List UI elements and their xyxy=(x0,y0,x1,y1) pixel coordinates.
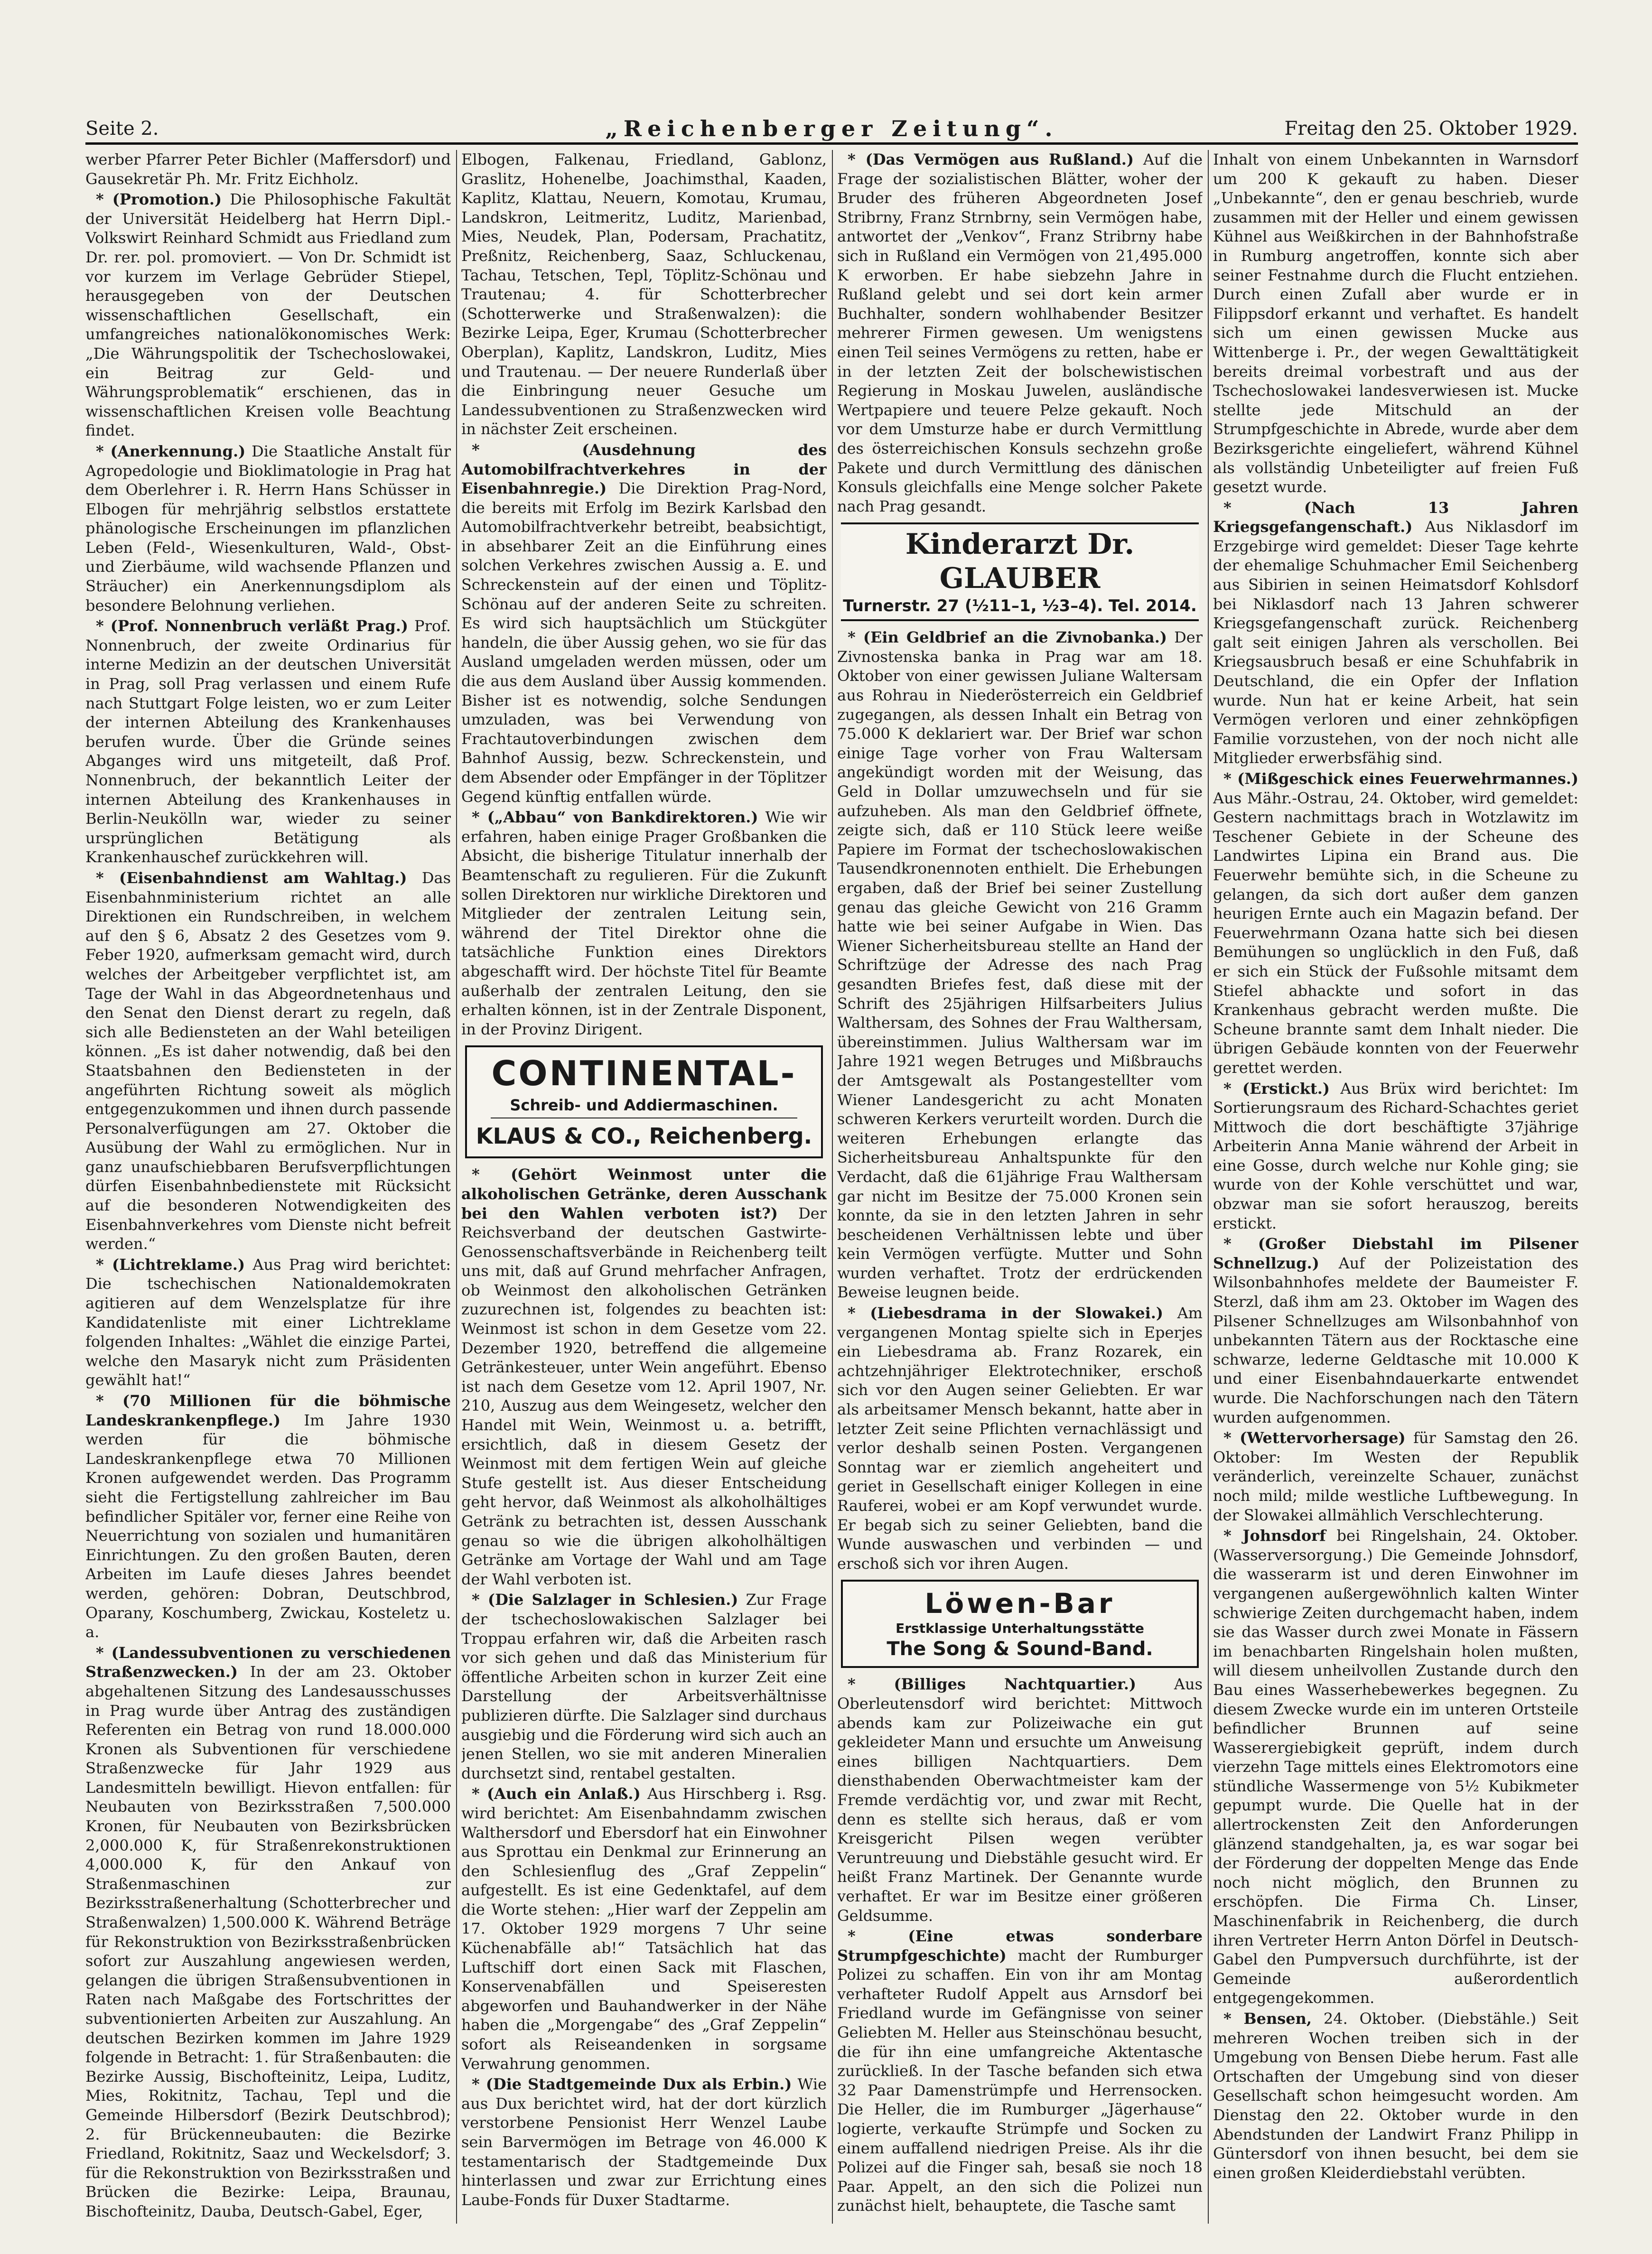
article-text: Auf der Polizeistation des Wilsonbahnhofes meldete der Baumeister F. Sterzl, daß ihm am 23. Oktober im Wagen des Pilsener Schnellzuges am Wilsonbahnhof von unbekannten Tätern aus der Rocktasche eine schwarze, lederne Geldtasche mit 10.000 K und einer Eisenbahndauerkarte entwendet wurde. Die Nachforschungen nach den Tätern wurden aufgenommen. xyxy=(1213,1254,1578,1426)
article-text: Am vergangenen Montag spielte sich in Eperjes ein Liebesdrama ab. Franz Rozarek, ein achtzehnjähriger Elektrotechniker, erschoß sich vor den Augen seiner Geliebten. Er war als arbeitsamer Mensch bekannt, hatte aber in letzter Zeit seine Pflichten vernachlässigt und verlor deshalb seinen Posten. Vergangenen Sonntag war er ziemlich angeheitert und geriet in Gesellschaft einiger Kollegen in eine Rauferei, wobei er am Kopf verwundet wurde. Er begab sich zu seiner Geliebten, band die Wunde auswaschen und verbinden — und erschoß sich vor ihren Augen. xyxy=(837,1304,1203,1573)
article-text: für Samstag den 26. Oktober: Im Westen der Republik veränderlich, vereinzelte Schauer, zunächst noch mild; milde westliche Luftbewegung. In der Slowakei allmählich Verschlechterung. xyxy=(1213,1429,1578,1524)
ad-continental xyxy=(465,1045,823,1158)
article xyxy=(85,868,451,1254)
article-heading: * (Nach 13 Jahren Kriegsgefangenschaft.) xyxy=(1213,498,1578,536)
article-text: Prof. Nonnenbruch, der zweite Ordinarius für interne Medizin an der deutschen Universität in Prag, soll Prag verlassen und einem Rufe nach Stuttgart Folge leisten, wo er zum Leiter der internen Abteilung des Krankenhauses berufen wurde. Über die Gründe seines Abganges wird uns mitgeteilt, daß Prof. Nonnenbruch, der bekanntlich Leiter der internen Abteilung des Krankenhauses in Berlin-Neukölln war, wieder zu seiner ursprünglichen Betätigung als Krankenhauschef zurückkehren will. xyxy=(85,617,451,866)
article xyxy=(461,2075,827,2209)
column-divider xyxy=(1208,150,1209,2224)
article xyxy=(85,1391,451,1642)
ad-loewenbar xyxy=(841,1580,1199,1668)
article xyxy=(461,808,827,1039)
article xyxy=(837,150,1203,516)
article-heading: * (Liebesdrama in der Slowakei.) xyxy=(848,1304,1164,1323)
column-4 xyxy=(1213,150,1578,2224)
article xyxy=(1213,1428,1578,1525)
article-text: Aus Niklasdorf im Erzgebirge wird gemeldet: Dieser Tage kehrte der ehemalige Schuhmacher Emil Seichenberg aus Sibirien in seinen Heimatsdorf Kohlsdorf bei Niklasdorf nach 13 Jahren schwerer Kriegsgefangenschaft zurück. Reichenberg galt seit einigen Jahren als verschollen. Bei Kriegsausbruch besaß er eine Schuhfabrik in Deutschland, die ein Opfer der Inflation wurde. Nun hat er keine Arbeit, hat sein Vermögen verloren und einer zehnköpfigen Familie vorzustehen, von der noch nicht alle Mitglieder erwerbsfähig sind. xyxy=(1213,518,1578,767)
article-text: Aus Oberleutensdorf wird berichtet: Mittwoch abends kam zur Polizeiwache ein gut gekleideter Mann und ersuchte um Anweisung eines billigen Nachtquartiers. Dem diensthabenden Oberwachtmeister kam der Fremde verdächtig vor, und zwar mit Recht, denn es stellte sich heraus, daß er vom Kreisgericht Pilsen wegen verübter Veruntreuung und Diebstähle gesucht wird. Er heißt Franz Martinek. Der Genannte wurde verhaftet. Er war im Besitze einer größeren Geldsumme. xyxy=(837,1675,1203,1925)
ad-title: Kinderarzt Dr. GLAUBER xyxy=(905,528,1135,596)
article-heading: * (Auch ein Anlaß.) xyxy=(472,1785,641,1803)
article-heading: * (Die Salzlager in Schlesien.) xyxy=(472,1591,738,1609)
column-divider xyxy=(832,150,833,2224)
article-heading: * (Landessubventionen zu verschiedenen Straßenzwecken.) xyxy=(85,1643,451,1681)
article-text: Die Direktion Prag-Nord, die bereits mit Erfolg im Bezirk Karlsbad den Automobilfrachtverkehr betreibt, beabsichtigt, in absehbarer Zeit an die Einführung eines solchen Verkehres zwischen Aussig a. E. und Schreckenstein auf der einen und Töplitz-Schönau auf der anderen Seite zu schreiten. Es wird sich hauptsächlich um Stückgüter handeln, die über Aussig gehen, wo sie für das Ausland umgeladen werden müssen, oder um die aus dem Ausland über Aussig kommenden. Bisher ist es notwendig, solche Sendungen umzuladen, was bei Verwendung von Frachtautoverbindungen zwischen dem Bahnhof Aussig, bezw. Schreckenstein, und dem Absender oder Empfänger in der Töplitzer Gegend künftig entfallen würde. xyxy=(461,479,827,806)
article-text: Der Zivnostenska banka in Prag war am 18. Oktober von einer gewissen Juliane Waltersam aus Rohrau in Niederösterreich ein Geldbrief zugegangen, als dessen Inhalt ein Betrag von 75.000 K deklariert war. Der Brief war schon einige Tage vorher von Frau Waltersam angekündigt worden mit der Weisung, das Geld in Dollar umzuwechseln und für sie aufzuheben. Als man den Geldbrief öffnete, zeigte sich, daß er 110 Stück leere weiße Papiere im Format der tschechoslowakischen Tausendkronennoten enthielt. Die Erhebungen ergaben, daß der Brief bei seiner Zustellung genau das gleiche Gewicht von 216 Gramm hatte wie bei seiner Aufgabe in Wien. Das Wiener Sicherheitsbureau stellte an Hand der Schriftzüge der Adresse des nach Prag gesandten Briefes fest, daß diese mit der Schrift des 25jährigen Hilfsarbeiters Julius Walthersam, des Sohnes der Frau Walthersam, übereinstimmen. Julius Walthersam war im Jahre 1921 wegen Betruges und Mißbrauchs der Amtsgewalt als Postangestellter vom Wiener Landesgericht zu acht Monaten schweren Kerkers verurteilt worden. Durch die weiteren Erhebungen erlangte das Sicherheitsbureau Anhaltspunkte für den Verdacht, daß die 61jährige Frau Walthersam gar nicht im Besitze der 75.000 Kronen sein konnte, da sie in den letzten Jahren in sehr bescheidenen Verhältnissen lebte und über kein Vermögen verfügte. Mutter und Sohn wurden verhaftet. Trotz der erdrückenden Beweise leugnen beide. xyxy=(837,628,1203,1302)
article-text: Wie aus Dux berichtet wird, hat der dort kürzlich verstorbene Pensionist Herr Wenzel Laube sein Barvermögen im Betrage von 46.000 K testamentarisch der Stadtgemeinde Dux hinterlassen und zwar zur Errichtung eines Laube-Fonds für Duxer Stadtarme. xyxy=(461,2075,827,2209)
article-heading: * Johnsdorf xyxy=(1223,1527,1326,1545)
article xyxy=(85,1643,451,2221)
article xyxy=(1213,1526,1578,2008)
issue-date: Freitag den 25. Oktober 1929. xyxy=(1284,118,1578,140)
article-heading: * („Abbau“ von Bankdirektoren.) xyxy=(472,808,758,827)
article xyxy=(85,1255,451,1390)
article-text: Zur Frage der tschechoslowakischen Salzlager bei Troppau erfahren wir, daß die Arbeiten rasch vor sich gehen und daß das Ministerium für öffentliche Arbeiten schon in kurzer Zeit eine Darstellung der Arbeitsverhältnisse publizieren dürfte. Die Salzlager sind durchaus ausgiebig und die Förderung wird sich auch an jenen Stellen, wo sie mit anderen Mineralien durchsetzt sind, rentabel gestalten. xyxy=(461,1591,827,1782)
page-number: Seite 2. xyxy=(85,118,159,140)
article-text: Das Eisenbahnministerium richtet an alle Direktionen ein Rundschreiben, in welchem auf den § 6, Absatz 2 des Gesetzes vom 9. Feber 1920, aufmerksam gemacht wird, durch welches der Arbeitgeber verpflichtet ist, am Tage der Wahl in das Abgeordnetenhaus und den Senat den Dienst derart zu regeln, daß sich alle Bediensteten an der Wahl beteiligen können. „Es ist daher notwendig, daß bei den Staatsbahnen den Bediensteten in der angeführten Richtung soweit als möglich entgegenzukommen und ihnen durch passende Personalverfügungen am 27. Oktober die Ausübung der Wahl zu ermöglichen. Nur in ganz unaufschiebbaren Berufsverpflichtungen dürfen Eisenbahnbedienstete mit Rücksicht auf die besonderen Notwendigkeiten des Eisenbahnverkehres vom Dienste nicht befreit werden.“ xyxy=(85,868,451,1253)
ad-band: The Song & Sound-Band. xyxy=(887,1638,1153,1660)
masthead xyxy=(85,113,1578,141)
ad-title: Löwen-Bar xyxy=(924,1587,1115,1620)
article-text: Aus Hirschberg i. Rsg. wird berichtet: Am Eisenbahndamm zwischen Walthersdorf und Ebersdorf hat ein Einwohner aus Sprottau ein Denkmal zur Erinnerung an den Schlesienflug des „Graf Zeppelin“ aufgestellt. Es ist eine Gedenktafel, auf dem die Worte stehen: „Hier warf der Zeppelin am 17. Oktober 1929 morgens 7 Uhr seine Küchenabfälle ab!“ Tatsächlich hat das Luftschiff dort einen Sack mit Flaschen, Konservenabfällen und Speiseresten abgeworfen und Bauhandwerker in der Nähe haben die „Morgengabe“ des „Graf Zeppelin“ sofort als Reiseandenken in sorgsame Verwahrung genommen. xyxy=(461,1785,827,2073)
ad-address: Turnerstr. 27 (½11–1, ½3–4). Tel. 2014. xyxy=(843,596,1197,616)
article-text: Wie wir erfahren, haben einige Prager Großbanken die Absicht, die bisherige Titulatur innerhalb der Beamtenschaft zu regulieren. Für die Zukunft sollen Direktoren nur wirkliche Direktoren und Mitglieder der zentralen Leitung sein, während der Titel Direktor ohne die tatsächliche Funktion eines Direktors abgeschafft wird. Der höchste Titel für Beamte außerhalb der zentralen Leitung, den sie erhalten können, ist in der Zentrale Disponent, in der Provinz Dirigent. xyxy=(461,808,827,1038)
article-text: Aus Brüx wird berichtet: Im Sortierungsraum des Richard-Schachtes geriet Mittwoch die dort beschäftigte 37jährige Arbeiterin Anna Manie während der Arbeit in eine Gosse, durch welche nur Kohle ging; sie wurde von der Kohle verschüttet und war, obzwar man sie sofort herauszog, bereits erstickt. xyxy=(1213,1079,1578,1232)
article-heading: * (Lichtreklame.) xyxy=(96,1255,245,1274)
article xyxy=(85,616,451,867)
article-text: Inhalt von einem Unbekannten in Warnsdorf um 200 K gekauft zu haben. Dieser „Unbekannte“, den er genau beschrieb, wurde zusammen mit der Heller und einem gewissen Kühnel aus Weißkirchen in der Bahnhofstraße in Rumburg angetroffen, konnte sich aber seiner Festnahme durch die Flucht entziehen. Durch einen Zufall aber wurde er in Filippsdorf erkannt und verhaftet. Es handelt sich um einen gewissen Mucke aus Wittenberge i. Pr., der wegen Gewalttätigkeit bereits dreimal vorbestraft und aus der Tschechoslowakei landesverwiesen ist. Mucke stellte jede Mitschuld an der Strumpfgeschichte in Abrede, wurde aber dem Bezirksgerichte eingeliefert, während Kühnel als vollständig Unbeteiligter auf freien Fuß gesetzt wurde. xyxy=(1213,150,1578,496)
article-heading: * (Anerkennung.) xyxy=(96,442,246,460)
article-heading: * (Eisenbahndienst am Wahltag.) xyxy=(96,868,407,887)
article-text: Die Staatliche Anstalt für Agropedologie und Bioklimatologie in Prag hat dem Oberlehrer i. R. Herrn Hans Schüsser in Elbogen für mehrjährig selbstlos erstattete phänologische Erscheinungen im pflanzlichen Leben (Feld-, Wiesenkulturen, Wald-, Obst- und Zierbäume, wild wachsende Pflanzen und Sträucher) ein Anerkennungsdiplom als besondere Belohnung verliehen. xyxy=(85,442,451,615)
article xyxy=(1213,1079,1578,1233)
article xyxy=(1213,1234,1578,1427)
article-text: bei Ringelshain, 24. Oktober. (Wasserversorgung.) Die Gemeinde Johnsdorf, die wasserarm ist und deren Einwohner im vergangenen außergewöhnlich kalten Winter schwierige Zeiten durchgemacht haben, indem sie das Wasser durch zwei Monate in Fässern im benachbarten Ringelshain holen mußten, will diesem unheilvollen Zustande durch den Bau eines Wasserhebewerkes begegnen. Zu diesem Zwecke wurde ein im unteren Ortsteile befindlicher Brunnen auf seine Wasserergiebigkeit geprüft, indem durch vierzehn Tage mittels eines Elektromotors eine stündliche Wassermenge von 5½ Kubikmeter gepumpt wurde. Die Quelle hat in der allertrockensten Zeit den Anforderungen glänzend standgehalten, ja, es war sogar bei der Förderung der doppelten Menge das Ende noch nicht möglich, den Brunnen zu erschöpfen. Die Firma Ch. Linser, Maschinenfabrik in Reichenberg, die durch ihren Vertreter Herrn Anton Dörfel in Deutsch-Gabel den Pumpversuch durchführte, ist der Gemeinde außerordentlich entgegengekommen. xyxy=(1213,1527,1578,2007)
article-text: werber Pfarrer Peter Bichler (Maffersdorf) und Gausekretär Ph. Mr. Fritz Eichholz. xyxy=(85,150,451,188)
article-heading: * (Die Stadtgemeinde Dux als Erbin.) xyxy=(472,2075,792,2094)
article-text: Die Philosophische Fakultät der Universität Heidelberg hat Herrn Dipl.-Volkswirt Reinhard Schmidt aus Friedland zum Dr. rer. pol. promoviert. — Von Dr. Schmidt ist vor kurzem im Verlage Gebrüder Stiepel, herausgegeben von der Deutschen wissenschaftlichen Gesellschaft, ein umfangreiches nationalökonomisches Werk: „Die Währungspolitik der Tschechoslowakei, ein Beitrag zur Geld- und Währungsproblematik“ erschienen, das in wissenschaftlichen Kreisen volle Beachtung findet. xyxy=(85,190,451,440)
article-heading: * (Erstickt.) xyxy=(1223,1079,1330,1098)
ad-company: KLAUS & CO., Reichenberg. xyxy=(476,1123,812,1149)
article-heading: * (Promotion.) xyxy=(96,190,222,209)
newspaper-title: „Reichenberger Zeitung“. xyxy=(605,116,1058,141)
article xyxy=(1213,2009,1578,2182)
article-heading: * (Eine etwas sonderbare Strumpfgeschichte) xyxy=(837,1927,1203,1965)
article xyxy=(837,628,1203,1302)
article-text: Auf die Frage der sozialistischen Blätter, woher der Bruder des früheren Abgeordneten Josef Stribrny, Franz Strnbrny, sein Vermögen habe, antwortet der „Venkov“, Franz Stribrny habe sich in Rußland ein Vermögen von 21,495.000 K erworben. Er habe siebzehn Jahre in Rußland gelebt und sei dort kein armer Buchhalter, sondern wohlhabender Besitzer mehrerer Firmen gewesen. Um wenigstens einen Teil seines Vermögens zu retten, habe er in der letzten Zeit der bolschewistischen Regierung in Moskau Juwelen, ausländische Wertpapiere und teuere Pelze gekauft. Noch vor dem Umsturze habe er durch Vermittlung des österreichischen Konsuls sechzehn große Pakete und durch Vermittlung des dänischen Konsuls gleichfalls eine Menge solcher Pakete nach Prag gesandt. xyxy=(837,150,1203,515)
article-heading: * (Billiges Nachtquartier.) xyxy=(848,1675,1137,1694)
article-text: Im Jahre 1930 werden für die böhmische Landeskrankenpflege etwa 70 Millionen Kronen aufgewendet werden. Das Programm sieht die Fertigstellung zahlreicher im Bau befindlicher Spitäler vor, ferner eine Reihe von Neuerrichtung von sozialen und humanitären Einrichtungen. Zu den großen Bauten, deren Arbeiten im Laufe dieses Jahres beendet werden, gehören: Dobran, Deutschbrod, Oparany, Koschumberg, Zwickau, Kosteletz u. a. xyxy=(85,1411,451,1641)
article-heading: * (Mißgeschick eines Feuerwehrmannes.) xyxy=(1223,770,1578,788)
article xyxy=(461,1165,827,1589)
article-heading: * (70 Millionen für die böhmische Landeskrankenpflege.) xyxy=(85,1392,451,1429)
article xyxy=(85,442,451,615)
ad-subtitle: Erstklassige Unterhaltungsstätte xyxy=(896,1621,1144,1637)
article-heading: * (Prof. Nonnenbruch verläßt Prag.) xyxy=(96,617,409,635)
article-heading: * (Ausdehnung des Automobilfrachtverkehres in der Eisenbahnregie.) xyxy=(461,440,827,498)
article-heading: * (Ein Geldbrief an die Zivnobanka.) xyxy=(848,628,1167,647)
column-3 xyxy=(837,150,1203,2224)
article-text: macht der Rumburger Polizei zu schaffen. Ein von ihr am Montag verhafteter Rudolf Appelt aus Arnsdorf bei Friedland wurde im Gefängnisse von seiner Geliebten M. Heller aus Steinschönau besucht, die für ihn eine umfangreiche Aktentasche zurückließ. In der Tasche befanden sich etwa 32 Paar Damenstrümpfe und Herrensocken. Die Heller, die im Rumburger „Jägerhause“ logierte, verkaufte Strümpfe und Socken zu einem auffallend niedrigen Preise. Als ihr die Polizei auf die Finger sah, besaß sie noch 18 Paar. Appelt, an den sich die Polizei nun zunächst hielt, behauptete, die Tasche samt xyxy=(837,1946,1203,2215)
article-heading: * Bensen, xyxy=(1223,2010,1312,2028)
column-2 xyxy=(461,150,827,2224)
article-text: Der Reichsverband der deutschen Gastwirte-Genossenschaftsverbände in Reichenberg teilt uns mit, daß auf Grund mehrfacher Anfragen, ob Weinmost den alkoholischen Getränken zuzurechnen ist, folgendes zu beachten ist: Weinmost ist schon in dem Gesetze vom 22. Dezember 1920, betreffend die allgemeine Getränkesteuer, unter Wein angeführt. Ebenso ist nach dem Gesetze vom 12. April 1907, Nr. 210, Auszug aus dem Weingesetz, welcher den Handel mit Wein, Weinmost u. a. betrifft, ersichtlich, daß in diesem Gesetz der Weinmost mit dem fertigen Wein auf gleiche Stufe gestellt ist. Aus dieser Entscheidung geht hervor, daß Weinmost als alkoholhältiges Getränk zu betrachten ist, dessen Ausschank genau so wie die übrigen alkoholhältigen Getränke am Vortage der Wahl und am Tage der Wahl verboten ist. xyxy=(461,1204,827,1588)
article-heading: * (Großer Diebstahl im Pilsener Schnellzug.) xyxy=(1213,1235,1578,1272)
article xyxy=(837,1304,1203,1573)
column-1 xyxy=(85,150,451,2224)
article-heading: * (Gehört Weinmost unter die alkoholischen Getränke, deren Ausschank bei den Wahlen verboten ist?) xyxy=(461,1165,827,1222)
article xyxy=(461,1784,827,2073)
ad-title: CONTINENTAL- xyxy=(491,1053,797,1094)
column-divider xyxy=(456,150,457,2224)
article-text: In der am 23. Oktober abgehaltenen Sitzung des Landesausschusses in Prag wurde über Antrag des zuständigen Referenten ein Betrag von rund 18.000.000 Kronen als Subventionen für verschiedene Straßenzwecke für Jahr 1929 aus Landesmitteln bewilligt. Hievon entfallen: für Neubauten von Bezirksstraßen 7,500.000 Kronen, für Neubauten von Bezirksbrücken 2,000.000 K, für Straßenrekonstruktionen 4,000.000 K, für den Ankauf von Straßenmaschinen zur Bezirksstraßenerhaltung (Schotterbrecher und Straßenwalzen) 1,500.000 K. Während Beträge für Rekonstruktion von Bezirksstraßenbrücken sofort zur Auszahlung angewiesen werden, gelangen die übrigen Straßensubventionen in Raten nach Maßgabe des Fortschrittes der subventionierten Arbeiten zur Auszahlung. An deutschen Bezirken kommen im Jahre 1929 folgende in Betracht: 1. für Straßenbauten: die Bezirke Aussig, Bischofteinitz, Leipa, Luditz, Mies, Rokitnitz, Tachau, Tepl und die Gemeinde Hilbersdorf (Bezirk Deutschbrod); 2. für Brückenneubauten: die Bezirke Friedland, Rokitnitz, Saaz und Weckelsdorf; 3. für die Rekonstruktion von Bezirksstraßen und Brücken die Bezirke: Leipa, Braunau, Bischofteinitz, Dauba, Deutsch-Gabel, Eger, xyxy=(85,1663,451,2220)
article xyxy=(1213,498,1578,768)
article-heading: * (Das Vermögen aus Rußland.) xyxy=(848,150,1134,168)
article xyxy=(837,1927,1203,2216)
article xyxy=(85,190,451,440)
article-text: 24. Oktober. (Diebstähle.) Seit mehreren Wochen treiben sich in der Umgebung von Bensen Diebe herum. Fast alle Ortschaften der Umgebung sind von dieser Gesellschaft schon heimgesucht worden. Am Dienstag den 22. Oktober wurde in den Abendstunden der Landwirt Franz Philipp in Güntersdorf von ihnen besucht, bei dem sie einen großen Kleiderdiebstahl verübten. xyxy=(1213,2010,1578,2182)
ad-subtitle: Schreib- und Addiermaschinen. xyxy=(510,1096,778,1115)
article-text: Elbogen, Falkenau, Friedland, Gablonz, Graslitz, Hohenelbe, Joachimsthal, Kaaden, Kaplitz, Klattau, Neuern, Komotau, Krumau, Landskron, Leitmeritz, Luditz, Marienbad, Mies, Neudek, Plan, Podersam, Prachatitz, Preßnitz, Reichenberg, Saaz, Schluckenau, Tachau, Tetschen, Tepl, Töplitz-Schönau und Trautenau; 4. für Schotterbrecher (Schotterwerke und Straßenwalzen): die Bezirke Leipa, Eger, Krumau (Schotterbrecher Oberplan), Kaplitz, Landskron, Luditz, Mies und Trautenau. — Der neuere Runderlaß über die Einbringung neuer Gesuche um Landessubventionen zu Straßenzwecken wird in nächster Zeit erscheinen. xyxy=(461,150,827,438)
article-text: Aus Prag wird berichtet: Die tschechischen Nationaldemokraten agitieren auf dem Wenzelsplatze für ihre Kandidatenliste mit einer Lichtreklame folgenden Inhaltes: „Wählet die einzige Partei, welche den Masaryk nicht zum Präsidenten gewählt hat!“ xyxy=(85,1255,451,1389)
article xyxy=(1213,769,1578,1078)
article xyxy=(461,1590,827,1783)
masthead-rule xyxy=(85,142,1578,145)
article xyxy=(837,1675,1203,1925)
article-heading: * (Wettervorhersage) xyxy=(1223,1429,1406,1447)
article xyxy=(461,440,827,806)
ad-glauber xyxy=(841,522,1199,621)
article-text: Aus Mähr.-Ostrau, 24. Oktober, wird gemeldet: Gestern nachmittags brach in Wotzlawitz im Teschener Gebiete in der Scheune des Landwirtes Lipina ein Brand aus. Die Feuerwehr bemühte sich, in die Scheune zu gelangen, da sich dort außer dem ganzen heurigen Ernte auch ein Magazin befand. Der Feuerwehrmann Ozana hatte sich bei diesen Bemühungen so unglücklich in den Fuß, daß er sich ein Stück der Fußsohle mitsamt dem Stiefel abhackte und sofort in das Krankenhaus gebracht werden mußte. Die Scheune brannte samt dem Inhalt nieder. Die übrigen Gebäude konnten von der Feuerwehr gerettet werden. xyxy=(1213,789,1578,1077)
